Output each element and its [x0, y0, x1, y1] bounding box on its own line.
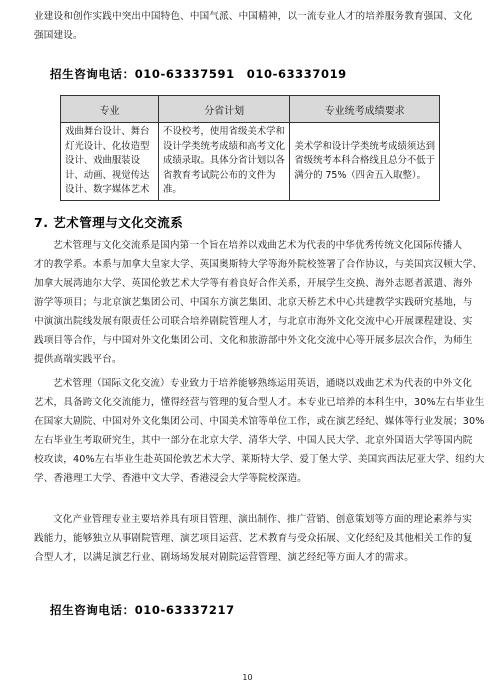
paragraph-line: 艺术管理（国际文化交流）专业致力于培养能够熟练运用英语，通晓以戏曲艺术为代表的中外文化	[53, 378, 472, 389]
paragraph-line: 加拿大展湾迪尔大学、英国伦敦艺术大学等有着良好合作关系，开展学生交换、海外志愿者派遣、海外	[34, 278, 473, 289]
paragraph-line: 游学等项目；与北京演艺集团公司、中国东方演艺集团、北京天桥艺术中心共建教学实践研究基地，与	[34, 297, 473, 308]
section-heading: 7. 艺术管理与文化交流系	[34, 215, 184, 230]
paragraph-line: 学、香港理工大学、香港中文大学、香港浸会大学等院校深造。	[34, 473, 307, 484]
cell-plan	[158, 123, 289, 201]
cell-line: 计、动画、视觉传达	[65, 169, 150, 181]
table-row	[61, 123, 440, 201]
paragraph-cultural-industry	[34, 510, 472, 567]
cell-line: 设计学类统考成绩和高考文化	[162, 140, 285, 152]
header-provincial-plan: 分省计划	[158, 96, 289, 123]
paragraph-line: 在国家大剧院、中国对外文化集团公司、中国美术馆等单位工作，或在演艺经纪、媒体等行业发展；30%	[34, 416, 485, 427]
paragraph-department-intro	[34, 236, 482, 369]
paragraph-line: 中演演出院线发展有限责任公司联合培养剧院管理人才，与北京市海外文化交流中心开展课程建设、实	[34, 316, 473, 327]
admission-phone-bottom: 招生咨询电话：010-63337217	[50, 603, 235, 617]
paragraph-line: 文化产业管理专业主要培养具有项目管理、演出制作、推广营销、创意策划等方面的理论素养与实	[53, 514, 472, 525]
cell-line: 戏曲舞台设计、舞台	[65, 126, 150, 138]
intro-line: 强国建设。	[34, 30, 83, 41]
cell-line: 省级统考本科合格线且总分不低于	[294, 155, 435, 167]
paragraph-line: 艺术管理与文化交流系是国内第一个旨在培养以戏曲艺术为代表的中华优秀传统文化国际传播人	[53, 240, 463, 251]
page-number: 10	[242, 673, 253, 682]
paragraph-line: 才的教学系。本系与加拿大皇家大学、英国奥斯特大学等海外院校签署了合作协议，与美国宾汉顿大学、	[34, 259, 483, 270]
enrollment-plan-table	[60, 95, 440, 201]
cell-line: 省教育考试院公布的文件为	[162, 169, 276, 181]
header-exam-requirement: 专业统考成绩要求	[290, 96, 440, 123]
cell-line: 灯光设计、化妆造型	[65, 140, 150, 152]
cell-line: 设计、戏曲服装设	[65, 155, 141, 167]
paragraph-line: 合型人才，以满足演艺行业、剧场场发展对剧院运营管理、演艺经纪等方面人才的需求。	[34, 552, 415, 563]
paragraph-line: 艺术，具备跨文化交流能力，懂得经营与管理的复合型人才。本专业已培养的本科生中，30%左右毕业生	[34, 397, 485, 408]
admission-phone-top: 招生咨询电话：010-63337591 010-63337019	[50, 67, 347, 81]
intro-line: 业建设和创作实践中突出中国特色、中国气派、中国精神，以一流专业人才的培养服务教育强国、文化	[34, 11, 473, 22]
paragraph-line: 提供高端实践平台。	[34, 354, 122, 365]
cell-requirement	[290, 123, 440, 201]
cell-line: 设计、数字媒体艺术	[65, 184, 150, 196]
paragraph-arts-management	[34, 374, 485, 488]
paragraph-line: 左右毕业生考取研究生，其中一部分在北京大学、清华大学、中国人民大学、北京外国语大学等国内院	[34, 435, 473, 446]
cell-line: 准。	[162, 184, 182, 196]
paragraph-line: 践能力，能够独立从事剧院管理、演艺项目运营、艺术教育与受众拓展、文化经纪及其他相关工作的复	[34, 533, 473, 544]
cell-line: 满分的 75%（四舍五入取整）。	[294, 169, 426, 181]
cell-majors	[61, 123, 159, 201]
paragraph-line: 践项目等合作，与中国对外文化集团公司、文化和旅游部中外文化交流中心等开展多层次合作，为师生	[34, 335, 473, 346]
cell-line: 成绩录取。具体分省计划以各	[162, 155, 285, 167]
header-major: 专业	[61, 96, 159, 123]
paragraph-line: 校攻读，40%左右毕业生赴英国伦敦艺术大学、莱斯特大学、爱丁堡大学、美国宾西法尼亚大学、纽约大	[34, 454, 485, 465]
table-header-row	[61, 96, 440, 123]
cell-line: 不设校考，使用省级美术学和	[162, 126, 285, 138]
cell-line: 美术学和设计学类统考成绩须达到	[294, 140, 435, 152]
intro-paragraph	[34, 7, 472, 45]
